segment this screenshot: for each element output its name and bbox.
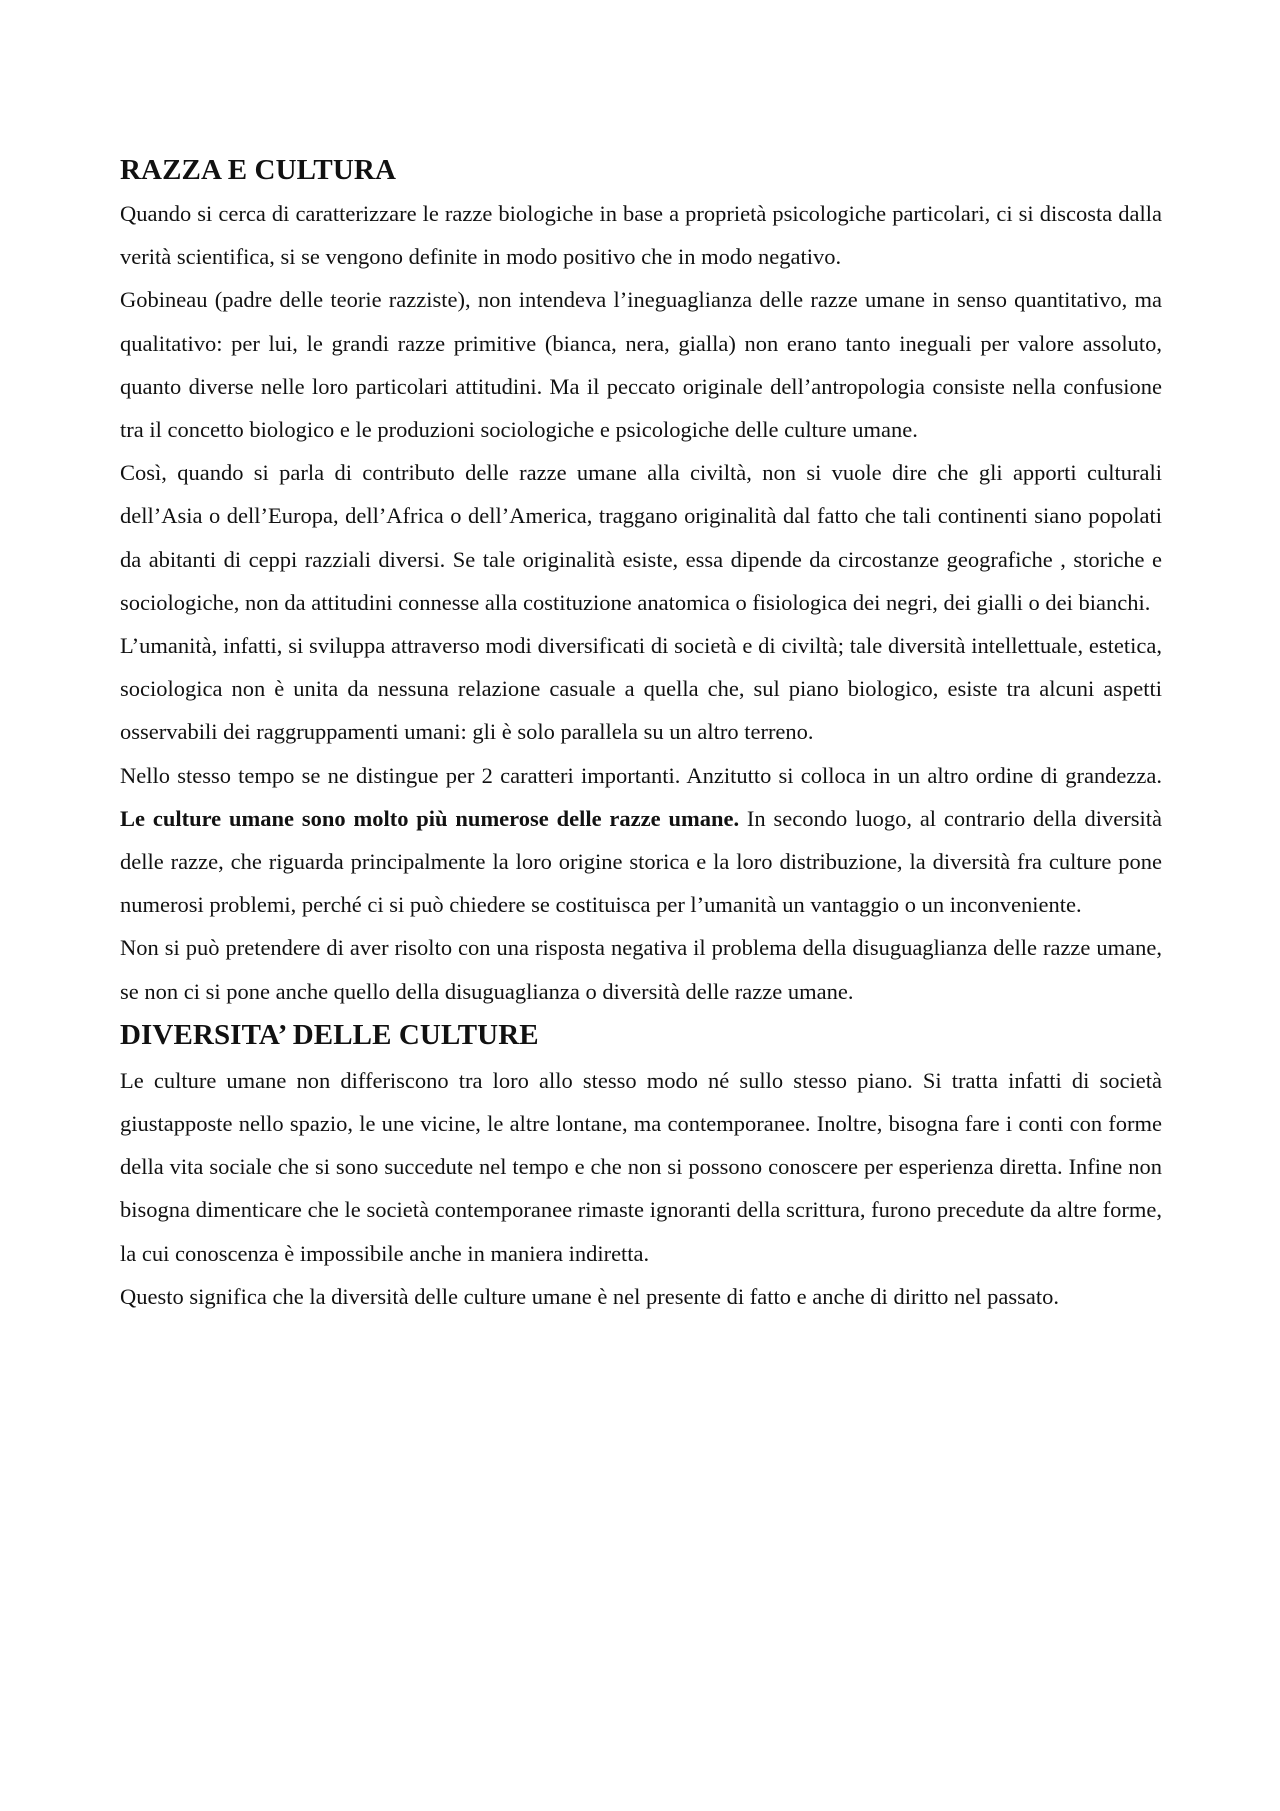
document-page [120, 150, 1162, 1318]
heading-diversita-delle-culture: DIVERSITA’ DELLE CULTURE [120, 1018, 539, 1051]
paragraph-4: L’umanità, infatti, si sviluppa attraverso modi diversificati di società e di civiltà; tale diversità intellettuale, estetica, sociologica non è unita da nessuna relazione casuale a quella che, sul piano biologico, esiste tra alcuni aspetti osservabili dei raggruppamenti umani: gli è solo parallela su un altro terreno. [120, 633, 1162, 745]
paragraph-6: Non si può pretendere di aver risolto con una risposta negativa il problema della disuguaglianza delle razze umane, se non ci si pone anche quello della disuguaglianza o diversità delle razze umane. [120, 935, 1162, 1004]
paragraph-1: Quando si cerca di caratterizzare le razze biologiche in base a proprietà psicologiche particolari, ci si discosta dalla verità scientifica, si se vengono definite in modo positivo che in modo negativo. [120, 201, 1162, 270]
paragraph-3: Così, quando si parla di contributo delle razze umane alla civiltà, non si vuole dire che gli apporti culturali dell’Asia o dell’Europa, dell’Africa o dell’America, traggano originalità dal fatto che tali continenti siano popolati da abitanti di ceppi razziali diversi. Se tale originalità esiste, essa dipende da circostanze geografiche , storiche e sociologiche, non da attitudini connesse alla costituzione anatomica o fisiologica dei negri, dei gialli o dei bianchi. [120, 460, 1162, 615]
paragraph-5-text-end: In secondo luogo, al contrario della diversità delle razze, che riguarda principalmente la loro origine storica e la loro distribuzione, la diversità fra culture pone numerosi problemi, perché ci si può chiedere se costituisca per l’umanità un vantaggio o un inconveniente. [120, 805, 1162, 918]
paragraph-7: Le culture umane non differiscono tra loro allo stesso modo né sullo stesso piano. Si tratta infatti di società giustapposte nello spazio, le une vicine, le altre lontane, ma contemporanee. Inoltre, bisogna fare i conti con forme della vita sociale che si sono succedute nel tempo e che non si possono conoscere per esperienza diretta. Infine non bisogna dimenticare che le società contemporanee rimaste ignoranti della scrittura, furono precedute da altre forme, la cui conoscenza è impossibile anche in maniera indiretta. [120, 1067, 1162, 1266]
paragraph-8: Questo significa che la diversità delle culture umane è nel presente di fatto e anche di diritto nel passato. [120, 1283, 1060, 1309]
paragraph-5-text-start: Nello stesso tempo se ne distingue per 2 caratteri importanti. Anzitutto si colloca in un altro ordine di grandezza. [120, 762, 1162, 788]
paragraph-5 [120, 754, 1162, 927]
paragraph-2: Gobineau (padre delle teorie razziste), non intendeva l’ineguaglianza delle razze umane in senso quantitativo, ma qualitativo: per lui, le grandi razze primitive (bianca, nera, gialla) non erano tanto ineguali per valore assoluto, quanto diverse nelle loro particolari attitudini. Ma il peccato originale dell’antropologia consiste nella confusione tra il concetto biologico e le produzioni sociologiche e psicologiche delle culture umane. [120, 287, 1162, 443]
heading-razza-e-cultura: RAZZA E CULTURA [120, 154, 396, 186]
paragraph-5-bold-statement: Le culture umane sono molto più numerose delle razze umane. [120, 805, 740, 831]
